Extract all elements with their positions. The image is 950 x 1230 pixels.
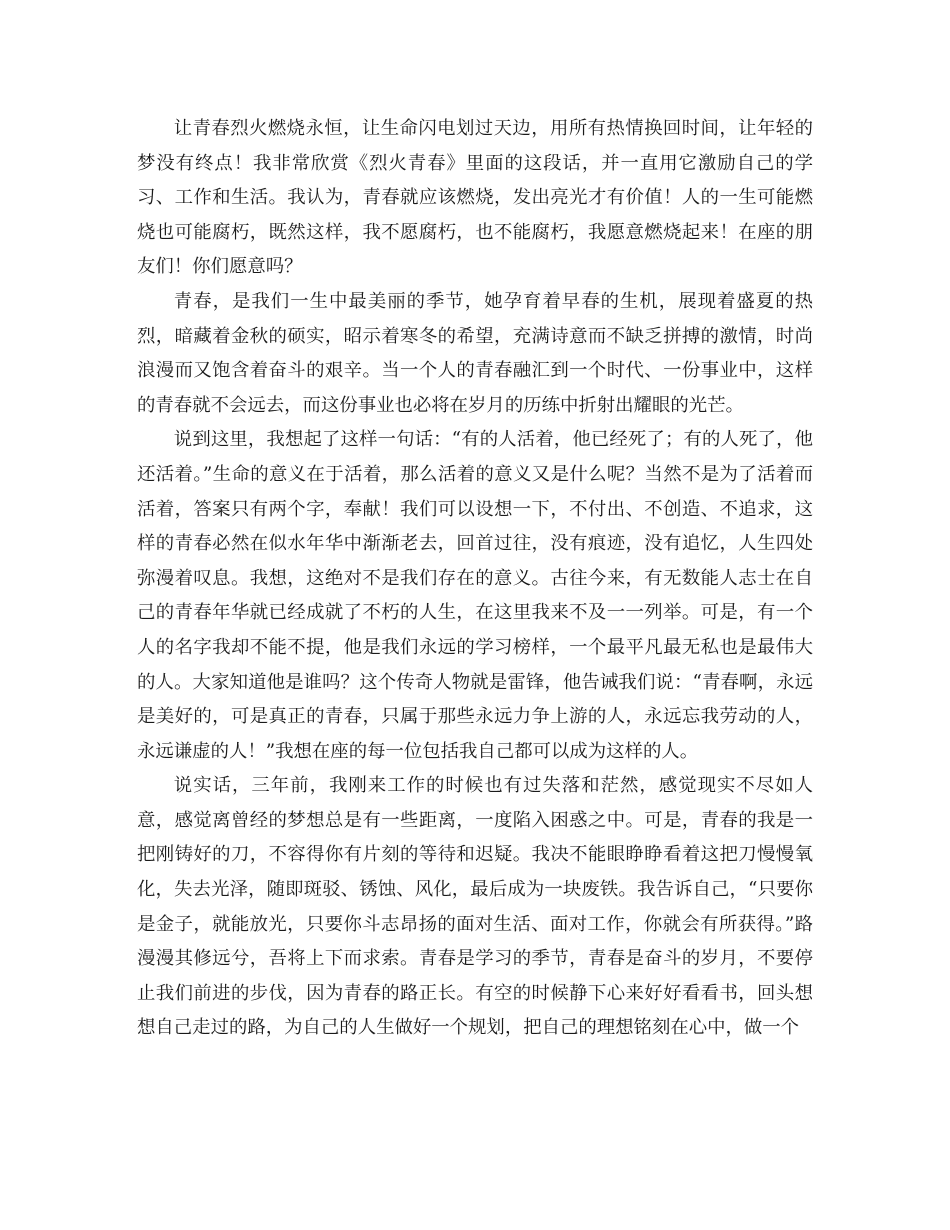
paragraph-3: 说到这里，我想起了这样一句话：“有的人活着，他已经死了；有的人死了，他还活着。”生命的意义在于活着，那么活着的意义又是什么呢？当然不是为了活着而活着，答案只有两个字，奉献！我们可以设想一下，不付出、不创造、不追求，这样的青春必然在似水年华中渐渐老去，回首过往，没有痕迹，没有追忆，人生四处弥漫着叹息。我想，这绝对不是我们存在的意义。古往今来，有无数能人志士在自己的青春年华就已经成就了不朽的人生，在这里我来不及一一列举。可是，有一个人的名字我却不能不提，他是我们永远的学习榜样，一个最平凡最无私也是最伟大的人。大家知道他是谁吗？这个传奇人物就是雷锋，他告诫我们说：“青春啊，永远是美好的，可是真正的青春，只属于那些永远力争上游的人，永远忘我劳动的人，永远谦虚的人！”我想在座的每一位包括我自己都可以成为这样的人。	[137, 429, 813, 762]
paragraph-1: 让青春烈火燃烧永恒，让生命闪电划过天边，用所有热情换回时间，让年轻的梦没有终点！我非常欣赏《烈火青春》里面的这段话，并一直用它激励自己的学习、工作和生活。我认为，青春就应该燃烧，发出亮光才有价值！人的一生可能燃烧也可能腐朽，既然这样，我不愿腐朽，也不能腐朽，我愿意燃烧起来！在座的朋友们！你们愿意吗？	[137, 118, 813, 278]
paragraph-2: 青春，是我们一生中最美丽的季节，她孕育着早春的生机，展现着盛夏的热烈，暗藏着金秋的硕实，昭示着寒冬的希望，充满诗意而不缺乏拼搏的激情，时尚浪漫而又饱含着奋斗的艰辛。当一个人的青春融汇到一个时代、一份事业中，这样的青春就不会远去，而这份事业也必将在岁月的历练中折射出耀眼的光芒。	[137, 290, 813, 416]
paragraph-4: 说实话，三年前，我刚来工作的时候也有过失落和茫然，感觉现实不尽如人意，感觉离曾经的梦想总是有一些距离，一度陷入困惑之中。可是，青春的我是一把刚铸好的刀，不容得你有片刻的等待和迟疑。我决不能眼睁睁看着这把刀慢慢氧化，失去光泽，随即斑驳、锈蚀、风化，最后成为一块废铁。我告诉自己，“只要你是金子，就能放光，只要你斗志昂扬的面对生活、面对工作，你就会有所获得。”路漫漫其修远兮，吾将上下而求索。青春是学习的季节，青春是奋斗的岁月，不要停止我们前进的步伐，因为青春的路正长。有空的时候静下心来好好看看书，回头想想自己走过的路，为自己的人生做好一个规划，把自己的理想铭刻在心中，做一个	[137, 775, 813, 1039]
document-body	[137, 112, 813, 1046]
